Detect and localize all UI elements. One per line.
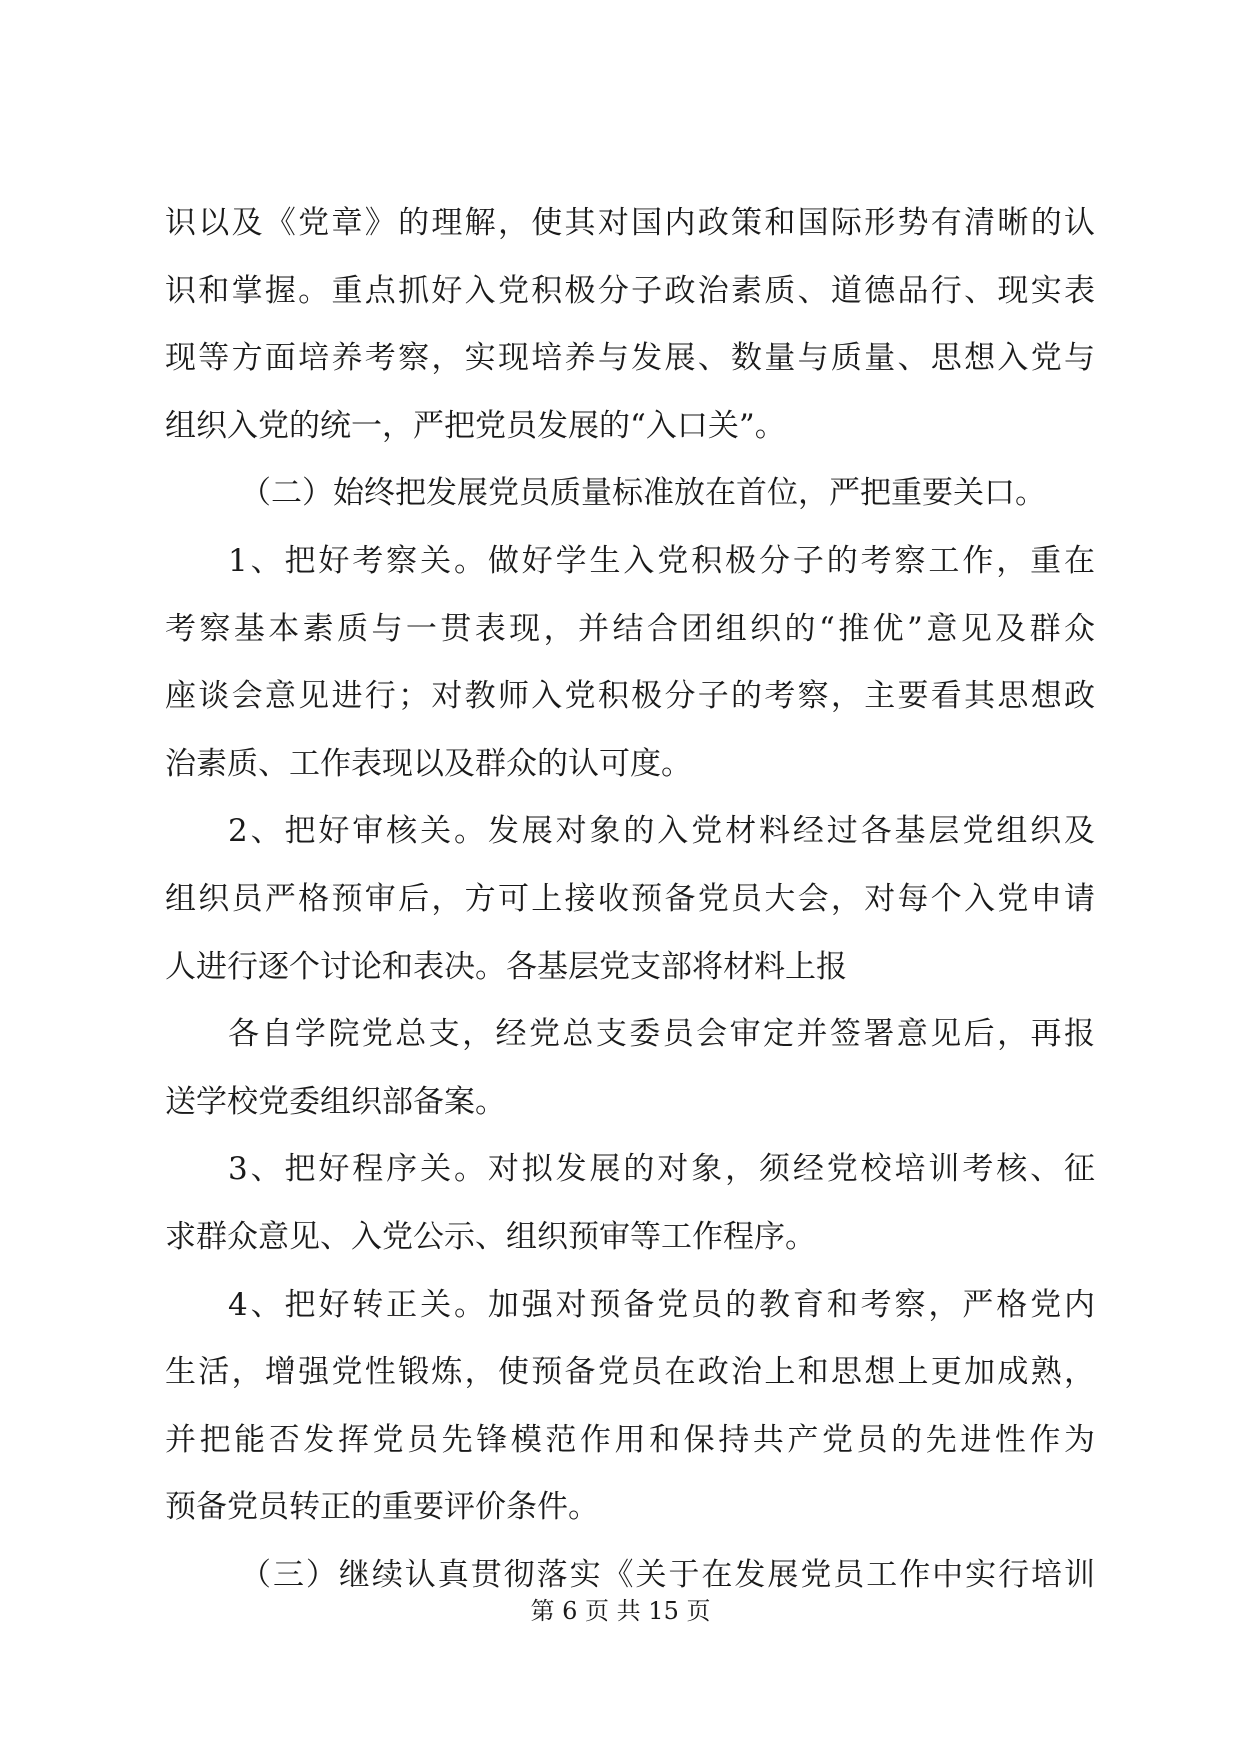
body-text-line: 预备党员转正的重要评价条件。	[165, 1489, 599, 1525]
body-text-line: 识以及《党章》的理解，使其对国内政策和国际形势有清晰的认	[165, 205, 1095, 241]
body-text-line: 考察基本素质与一贯表现，并结合团组织的“推优”意见及群众	[165, 611, 1095, 647]
page-number-footer: 第 6 页 共 15 页	[530, 1597, 711, 1625]
body-text-line: 座谈会意见进行；对教师入党积极分子的考察，主要看其思想政	[165, 678, 1095, 714]
section-heading: （二）始终把发展党员质量标准放在首位，严把重要关口。	[240, 475, 1046, 511]
body-text-line: 组织入党的统一，严把党员发展的“入口关”。	[165, 408, 786, 444]
body-text-line: 送学校党委组织部备案。	[165, 1084, 506, 1120]
body-text-line: 各自学院党总支，经党总支委员会审定并签署意见后，再报	[228, 1016, 1095, 1052]
body-text-line: 治素质、工作表现以及群众的认可度。	[165, 746, 692, 782]
body-text-line: 4、把好转正关。加强对预备党员的教育和考察，严格党内	[228, 1287, 1095, 1323]
section-heading: （三）继续认真贯彻落实《关于在发展党员工作中实行培训	[240, 1557, 1095, 1593]
body-text-line: 1、把好考察关。做好学生入党积极分子的考察工作，重在	[228, 543, 1095, 579]
body-text-line: 人进行逐个讨论和表决。各基层党支部将材料上报	[165, 949, 847, 985]
body-text-line: 2、把好审核关。发展对象的入党材料经过各基层党组织及	[228, 813, 1095, 849]
body-text-line: 识和掌握。重点抓好入党积极分子政治素质、道德品行、现实表	[165, 273, 1095, 309]
body-text-line: 3、把好程序关。对拟发展的对象，须经党校培训考核、征	[228, 1151, 1095, 1187]
body-text-line: 求群众意见、入党公示、组织预审等工作程序。	[165, 1219, 816, 1255]
body-text-line: 生活，增强党性锻炼，使预备党员在政治上和思想上更加成熟，	[165, 1354, 1095, 1390]
body-text-line: 并把能否发挥党员先锋模范作用和保持共产党员的先进性作为	[165, 1422, 1095, 1458]
body-text-line: 现等方面培养考察，实现培养与发展、数量与质量、思想入党与	[165, 340, 1095, 376]
body-text-line: 组织员严格预审后，方可上接收预备党员大会，对每个入党申请	[165, 881, 1095, 917]
